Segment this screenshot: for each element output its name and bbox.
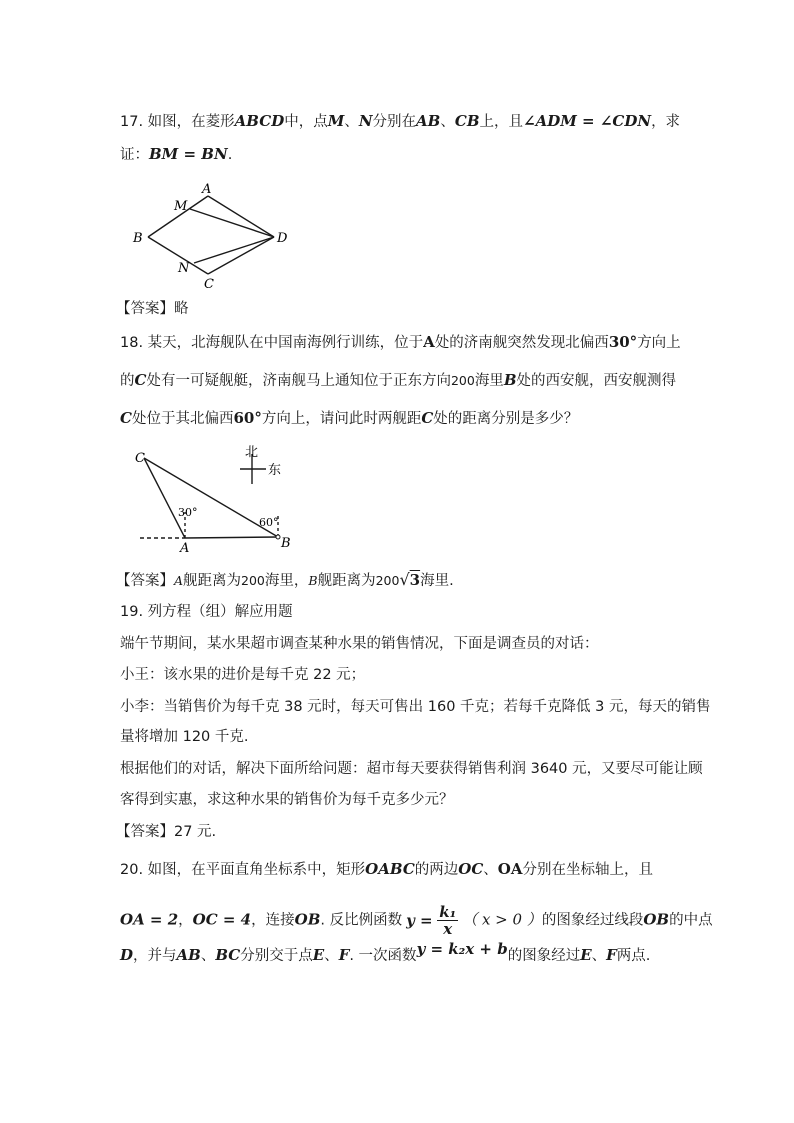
q18-text: 处位于其北偏西 — [131, 411, 234, 427]
point-c: C — [421, 409, 434, 427]
sqrt-icon: √ — [399, 570, 410, 589]
q18-number: 18. — [120, 335, 144, 351]
angle-60: 60° — [233, 409, 262, 427]
segment-bc: BC — [215, 946, 241, 964]
q20-text: 的中点 — [669, 912, 713, 929]
rhombus-figure — [128, 180, 298, 292]
q19-li-2: 量将增加 120 千克. — [120, 729, 249, 745]
q18-text: 的 — [120, 373, 135, 389]
linear-function: y = k₂x + b — [416, 940, 508, 958]
ans-a: A — [174, 573, 184, 588]
segment-ab: AB — [176, 946, 201, 964]
q19-task-2: 客得到实惠，求这种水果的销售价为每千克多少元？ — [120, 792, 454, 808]
q17-text: 证： — [120, 147, 149, 163]
point-e: E — [312, 946, 325, 964]
point-c: C — [134, 371, 147, 389]
angle-30: 30° — [608, 333, 638, 351]
q18-text: 处的距离分别是多少？ — [433, 411, 579, 427]
answer-label: 【答案】 — [116, 824, 174, 840]
answer-label: 【答案】 — [116, 573, 174, 589]
side-oa: OA — [497, 860, 523, 878]
q17-text: 上，且 — [479, 114, 523, 130]
eq-oa: OA = 2 — [120, 910, 179, 929]
q18-line-1 — [120, 331, 681, 354]
inverse-function — [406, 904, 458, 937]
q17-text: 中，点 — [284, 114, 328, 130]
label-a: A — [202, 182, 212, 197]
side-oc: OC — [458, 860, 484, 878]
q19-title — [120, 601, 293, 623]
q20-line-3 — [120, 940, 651, 967]
point-m: M — [327, 112, 345, 130]
q18-text: 某天，北海舰队在中国南海例行训练，位于 — [147, 335, 424, 351]
fraction — [437, 904, 458, 937]
answer-text: 略 — [174, 301, 189, 317]
q20-text: 的图象经过线段 — [541, 912, 644, 929]
point-c: C — [120, 409, 132, 427]
q19-wang: 小王：该水果的进价是每千克 22 元； — [120, 667, 366, 683]
label-m: M — [174, 199, 188, 214]
claim-equation: BM = BN — [149, 145, 228, 163]
eq-oc: OC = 4 — [192, 910, 252, 929]
q20-sep: 、 — [324, 948, 339, 964]
q20-text: 分别交于点 — [240, 948, 313, 964]
q20-text: . 一次函数 — [349, 948, 417, 964]
q20-text: 两点. — [616, 948, 651, 964]
segment-ab: AB — [416, 112, 441, 130]
q20-text: ，连接 — [251, 912, 295, 929]
q18-text: 海里 — [474, 373, 504, 389]
answer-label: 【答案】 — [116, 301, 174, 317]
point-f: F — [338, 946, 350, 964]
q20-sep: 、 — [200, 948, 216, 964]
angle-equation: ∠ADM = ∠CDN — [523, 112, 652, 130]
answer-text: 27 元. — [174, 824, 217, 840]
q20-sep: 、 — [591, 948, 607, 964]
navigation-figure — [128, 440, 298, 555]
point-n: N — [358, 112, 373, 130]
q18-line-2 — [120, 369, 676, 392]
rhombus-name: ABCD — [234, 112, 285, 130]
q17-answer — [116, 298, 189, 320]
point-e: E — [580, 946, 592, 964]
label-c: C — [204, 277, 214, 292]
q18-text: 方向上，请问此时两舰距 — [261, 411, 422, 427]
ans-b: B — [308, 573, 318, 588]
q19-answer — [116, 821, 216, 843]
ans-text: 舰距离为 — [317, 573, 376, 589]
q19-intro: 端午节期间，某水果超市调查某种水果的销售情况，下面是调查员的对话： — [120, 636, 599, 652]
q17-number: 17. — [120, 114, 144, 130]
fn-y: y = — [406, 911, 433, 930]
q18-text: 方向上 — [637, 335, 681, 351]
q19-heading: 列方程（组）解应用题 — [147, 604, 293, 620]
label-c: C — [135, 451, 145, 466]
q17-text: ，求 — [651, 114, 681, 130]
label-b: B — [281, 536, 291, 551]
ans-text: 海里. — [420, 573, 454, 589]
segment-cb: CB — [454, 112, 480, 130]
q20-text: 的两边 — [414, 862, 459, 878]
q19-li-1: 小李：当销售价为每千克 38 元时，每天可售出 160 千克；若每千克降低 3 元，每天的销售 — [120, 699, 711, 715]
label-north: 北 — [245, 445, 259, 460]
q20-text: ，并与 — [133, 948, 177, 964]
q17-text: 分别在 — [372, 114, 417, 130]
q20-line-1 — [120, 858, 653, 881]
q18-answer — [116, 569, 454, 592]
label-n: N — [178, 261, 190, 276]
fraction-numerator: k₁ — [439, 903, 457, 921]
q17-period: . — [227, 147, 233, 163]
point-a: A — [423, 333, 435, 351]
q20-text: 的图象经过 — [507, 948, 581, 964]
fraction-denominator: x — [443, 920, 453, 938]
q19-number: 19. — [120, 604, 144, 620]
segment-ob: OB — [294, 910, 321, 929]
point-f: F — [606, 946, 617, 964]
q20-text: 分别在坐标轴上，且 — [522, 862, 654, 878]
ans-text: 海里， — [264, 573, 309, 589]
q20-sep: 、 — [483, 862, 498, 878]
label-b: B — [133, 231, 143, 246]
distance-value: 200 — [450, 373, 475, 388]
sqrt-radicand: 3 — [409, 571, 421, 589]
label-d: D — [277, 231, 288, 246]
q17-sep: 、 — [344, 114, 359, 130]
q20-text: . 反比例函数 — [320, 912, 403, 929]
q20-number: 20. — [120, 862, 144, 878]
q18-line-3 — [120, 407, 578, 430]
label-a: A — [180, 541, 190, 555]
q17-line-2 — [120, 143, 232, 166]
rect-name: OABC — [365, 860, 415, 878]
q17-line-1 — [120, 110, 680, 133]
q18-text: 处的济南舰突然发现北偏西 — [434, 335, 609, 351]
q19-task-1: 根据他们的对话，解决下面所给问题：超市每天要获得销售利润 3640 元，又要尽可能让顾 — [120, 761, 703, 777]
ans-value: 200 — [375, 573, 400, 588]
label-60: 60° — [259, 516, 279, 529]
q18-text: 处的西安舰，西安舰测得 — [516, 373, 676, 389]
ans-value: 200 — [241, 573, 265, 588]
segment-ob: OB — [643, 910, 670, 929]
point-b: B — [503, 371, 517, 389]
q17-sep: 、 — [440, 114, 455, 130]
label-30: 30° — [178, 506, 198, 519]
q20-line-2 — [120, 904, 713, 937]
q20-text: 如图，在平面直角坐标系中，矩形 — [147, 862, 366, 878]
q17-text: 如图，在菱形 — [147, 114, 235, 130]
label-east: 东 — [268, 463, 282, 478]
ans-text: 舰距离为 — [183, 573, 242, 589]
point-d: D — [120, 946, 134, 964]
q18-text: 处有一可疑舰艇，济南舰马上通知位于正东方向 — [146, 373, 451, 389]
domain-condition: （ x > 0 ） — [462, 910, 542, 929]
q20-sep: ， — [178, 912, 193, 929]
